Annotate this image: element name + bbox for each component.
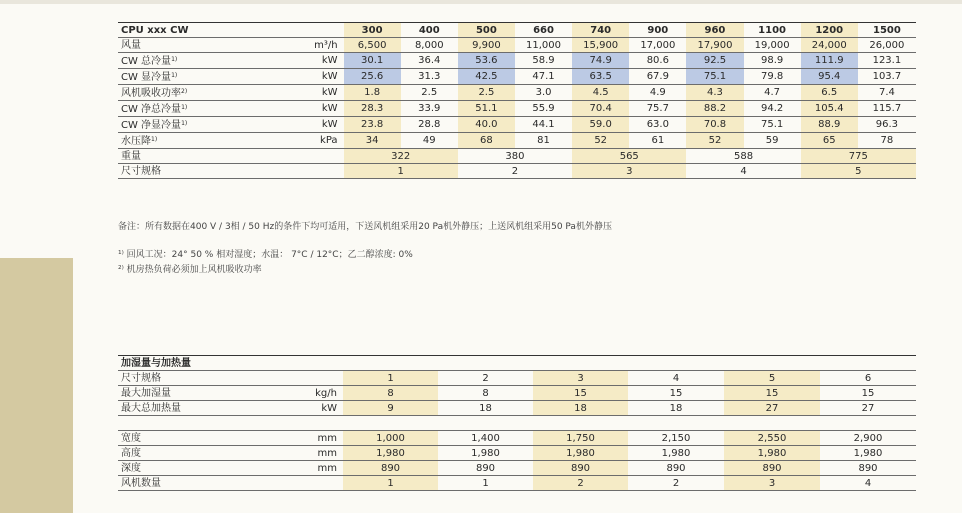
value-cell: 34 — [344, 133, 401, 149]
value-cell: 30.1 — [344, 53, 401, 69]
value-cell: 47.1 — [515, 69, 572, 85]
row-label: 尺寸规格 — [118, 164, 309, 179]
table-row — [118, 69, 916, 85]
row-label-text: CW 净总冷量 — [121, 104, 182, 115]
value-cell: 7.4 — [858, 85, 916, 101]
value-cell: 17,000 — [629, 38, 686, 53]
table-row — [118, 386, 916, 401]
value-cell: 775 — [801, 149, 916, 164]
value-cell: 4 — [686, 164, 800, 179]
value-cell: 4 — [628, 371, 724, 386]
spacer-cell — [724, 416, 820, 431]
value-cell: 8 — [343, 386, 438, 401]
value-cell: 3 — [572, 164, 686, 179]
value-cell: 44.1 — [515, 117, 572, 133]
value-cell: 1,400 — [438, 431, 533, 446]
value-cell: 5 — [801, 164, 916, 179]
footnote-marker: 2) — [181, 88, 188, 95]
value-cell: 80.6 — [629, 53, 686, 69]
model-header: 1200 — [801, 23, 858, 38]
value-cell: 5 — [724, 371, 820, 386]
unit-cell — [309, 149, 343, 164]
remark-note: 备注：所有数据在400 V / 3相 / 50 Hz的条件下均可适用，下送风机组采用20 Pa机外静压；上送风机组采用50 Pa机外静压 — [118, 222, 612, 232]
value-cell: 81 — [515, 133, 572, 149]
table-row — [118, 371, 916, 386]
value-cell: 890 — [628, 461, 724, 476]
unit-header — [309, 23, 343, 38]
value-cell: 63.5 — [572, 69, 629, 85]
value-cell: 9 — [343, 401, 438, 416]
spacer-cell — [533, 416, 628, 431]
value-cell: 70.8 — [686, 117, 743, 133]
value-cell: 68 — [458, 133, 515, 149]
value-cell: 59.0 — [572, 117, 629, 133]
value-cell: 1,750 — [533, 431, 628, 446]
value-cell: 8,000 — [401, 38, 458, 53]
value-cell: 8 — [438, 386, 533, 401]
page-top-edge — [0, 0, 962, 4]
table-row — [118, 401, 916, 416]
value-cell: 123.1 — [858, 53, 916, 69]
value-cell: 15 — [820, 386, 916, 401]
value-cell: 58.9 — [515, 53, 572, 69]
value-cell: 61 — [629, 133, 686, 149]
table-row — [118, 461, 916, 476]
value-cell: 1,980 — [533, 446, 628, 461]
value-cell: 63.0 — [629, 117, 686, 133]
value-cell: 2 — [628, 476, 724, 491]
value-cell: 1,000 — [343, 431, 438, 446]
spacer-cell — [438, 416, 533, 431]
value-cell: 4.3 — [686, 85, 743, 101]
value-cell: 2 — [438, 371, 533, 386]
value-cell: 24,000 — [801, 38, 858, 53]
row-label — [118, 85, 309, 101]
value-cell: 88.9 — [801, 117, 858, 133]
model-header: 740 — [572, 23, 629, 38]
value-cell: 2 — [533, 476, 628, 491]
row-label-text: CW 净显冷量 — [121, 120, 182, 131]
value-cell: 28.8 — [401, 117, 458, 133]
value-cell: 2.5 — [458, 85, 515, 101]
value-cell: 95.4 — [801, 69, 858, 85]
value-cell: 588 — [686, 149, 800, 164]
value-cell: 59 — [744, 133, 801, 149]
footnote-marker: 1) — [171, 72, 178, 79]
value-cell: 380 — [458, 149, 572, 164]
row-label-text: 风量 — [121, 39, 141, 51]
value-cell: 890 — [343, 461, 438, 476]
row-label — [118, 133, 309, 149]
row-label: 尺寸规格 — [118, 371, 309, 386]
table-row — [118, 133, 916, 149]
unit-cell: kW — [309, 101, 343, 117]
value-cell: 6 — [820, 371, 916, 386]
table-row — [118, 149, 916, 164]
value-cell: 18 — [628, 401, 724, 416]
unit-cell — [309, 371, 343, 386]
row-label — [118, 69, 309, 85]
value-cell: 15,900 — [572, 38, 629, 53]
value-cell: 67.9 — [629, 69, 686, 85]
value-cell: 18 — [438, 401, 533, 416]
model-header: 1100 — [744, 23, 801, 38]
row-label-text: CW 显冷量 — [121, 72, 172, 83]
value-cell: 15 — [533, 386, 628, 401]
model-header: 400 — [401, 23, 458, 38]
footnote-marker: 1) — [151, 136, 158, 143]
value-cell: 25.6 — [344, 69, 401, 85]
value-cell: 27 — [724, 401, 820, 416]
unit-cell: mm — [309, 446, 343, 461]
humidifier-heater-table — [118, 355, 916, 491]
spacer-row — [118, 416, 916, 431]
value-cell: 31.3 — [401, 69, 458, 85]
value-cell: 15 — [724, 386, 820, 401]
value-cell: 1,980 — [820, 446, 916, 461]
unit-cell — [309, 164, 343, 179]
value-cell: 565 — [572, 149, 686, 164]
row-label: 深度 — [118, 461, 309, 476]
value-cell: 1 — [438, 476, 533, 491]
value-cell: 26,000 — [858, 38, 916, 53]
value-cell: 18 — [533, 401, 628, 416]
value-cell: 1,980 — [343, 446, 438, 461]
value-cell: 9,900 — [458, 38, 515, 53]
spacer-cell — [309, 416, 343, 431]
value-cell: 1 — [343, 476, 438, 491]
footnote-marker: 1) — [171, 56, 178, 63]
unit-cell: kW — [309, 85, 343, 101]
table-row — [118, 53, 916, 69]
value-cell: 98.9 — [744, 53, 801, 69]
value-cell: 2,900 — [820, 431, 916, 446]
value-cell: 890 — [820, 461, 916, 476]
value-cell: 79.8 — [744, 69, 801, 85]
table-row — [118, 85, 916, 101]
row-label-text: 水压降 — [121, 136, 151, 147]
value-cell: 4.5 — [572, 85, 629, 101]
unit-cell: mm — [309, 431, 343, 446]
value-cell: 17,900 — [686, 38, 743, 53]
value-cell: 33.9 — [401, 101, 458, 117]
value-cell: 4.9 — [629, 85, 686, 101]
table-row — [118, 101, 916, 117]
table-title: 加湿量与加热量 — [118, 356, 916, 371]
unit-cell — [309, 476, 343, 491]
table-row — [118, 164, 916, 179]
value-cell: 23.8 — [344, 117, 401, 133]
value-cell: 19,000 — [744, 38, 801, 53]
row-label-text: 风机吸收功率 — [121, 88, 181, 99]
spacer-cell — [118, 416, 309, 431]
value-cell: 70.4 — [572, 101, 629, 117]
value-cell: 65 — [801, 133, 858, 149]
value-cell: 27 — [820, 401, 916, 416]
model-header: 500 — [458, 23, 515, 38]
cw-spec-table — [118, 22, 916, 179]
value-cell: 75.1 — [686, 69, 743, 85]
value-cell: 1,980 — [438, 446, 533, 461]
value-cell: 2,150 — [628, 431, 724, 446]
value-cell: 1.8 — [344, 85, 401, 101]
value-cell: 103.7 — [858, 69, 916, 85]
unit-cell: kW — [309, 401, 343, 416]
value-cell: 40.0 — [458, 117, 515, 133]
spacer-cell — [820, 416, 916, 431]
unit-cell: mm — [309, 461, 343, 476]
model-header: 960 — [686, 23, 743, 38]
model-header: 660 — [515, 23, 572, 38]
value-cell: 74.9 — [572, 53, 629, 69]
unit-cell: m³/h — [309, 38, 343, 53]
value-cell: 6,500 — [344, 38, 401, 53]
value-cell: 96.3 — [858, 117, 916, 133]
value-cell: 322 — [344, 149, 458, 164]
value-cell: 1 — [344, 164, 458, 179]
value-cell: 92.5 — [686, 53, 743, 69]
model-header: 1500 — [858, 23, 916, 38]
footnote-marker: 1) — [181, 120, 188, 127]
row-label — [118, 53, 309, 69]
value-cell: 75.1 — [744, 117, 801, 133]
footnote-marker: 1) — [181, 104, 188, 111]
row-label — [118, 101, 309, 117]
row-label: 最大总加热量 — [118, 401, 309, 416]
value-cell: 4.7 — [744, 85, 801, 101]
value-cell: 1 — [343, 371, 438, 386]
row-label: 宽度 — [118, 431, 309, 446]
unit-cell: kW — [309, 117, 343, 133]
value-cell: 1,980 — [628, 446, 724, 461]
value-cell: 3.0 — [515, 85, 572, 101]
row-label: 最大加湿量 — [118, 386, 309, 401]
value-cell: 94.2 — [744, 101, 801, 117]
table-row — [118, 476, 916, 491]
row-label-text: CW 总冷量 — [121, 56, 172, 67]
value-cell: 6.5 — [801, 85, 858, 101]
value-cell: 15 — [628, 386, 724, 401]
value-cell: 1,980 — [724, 446, 820, 461]
spacer-cell — [343, 416, 438, 431]
table-row — [118, 431, 916, 446]
value-cell: 890 — [724, 461, 820, 476]
value-cell: 36.4 — [401, 53, 458, 69]
model-header: 900 — [629, 23, 686, 38]
value-cell: 28.3 — [344, 101, 401, 117]
unit-cell: kg/h — [309, 386, 343, 401]
table-row — [118, 446, 916, 461]
table-row — [118, 117, 916, 133]
footnote-1: ¹⁾ 回风工况：24° 50 % 相对湿度；水温： 7°C / 12°C；乙二醇浓度: 0% — [118, 250, 413, 260]
row-label: 风机数量 — [118, 476, 309, 491]
unit-cell: kW — [309, 69, 343, 85]
value-cell: 111.9 — [801, 53, 858, 69]
value-cell: 890 — [438, 461, 533, 476]
value-cell: 88.2 — [686, 101, 743, 117]
value-cell: 2 — [458, 164, 572, 179]
value-cell: 11,000 — [515, 38, 572, 53]
value-cell: 4 — [820, 476, 916, 491]
value-cell: 75.7 — [629, 101, 686, 117]
value-cell: 51.1 — [458, 101, 515, 117]
value-cell: 42.5 — [458, 69, 515, 85]
table-row — [118, 38, 916, 53]
value-cell: 55.9 — [515, 101, 572, 117]
side-color-tab — [0, 258, 73, 513]
value-cell: 3 — [533, 371, 628, 386]
unit-cell: kPa — [309, 133, 343, 149]
value-cell: 52 — [572, 133, 629, 149]
value-cell: 105.4 — [801, 101, 858, 117]
value-cell: 890 — [533, 461, 628, 476]
value-cell: 49 — [401, 133, 458, 149]
value-cell: 3 — [724, 476, 820, 491]
spacer-cell — [628, 416, 724, 431]
table-header-row — [118, 23, 916, 38]
value-cell: 2.5 — [401, 85, 458, 101]
row-label: 重量 — [118, 149, 309, 164]
value-cell: 78 — [858, 133, 916, 149]
value-cell: 115.7 — [858, 101, 916, 117]
row-label: 高度 — [118, 446, 309, 461]
row-label — [118, 117, 309, 133]
footnote-2: ²⁾ 机房热负荷必须加上风机吸收功率 — [118, 265, 262, 275]
unit-cell: kW — [309, 53, 343, 69]
value-cell: 53.6 — [458, 53, 515, 69]
table-header-row — [118, 356, 916, 371]
value-cell: 2,550 — [724, 431, 820, 446]
model-header: 300 — [344, 23, 401, 38]
value-cell: 52 — [686, 133, 743, 149]
table-title: CPU xxx CW — [118, 23, 309, 38]
row-label — [118, 38, 309, 53]
